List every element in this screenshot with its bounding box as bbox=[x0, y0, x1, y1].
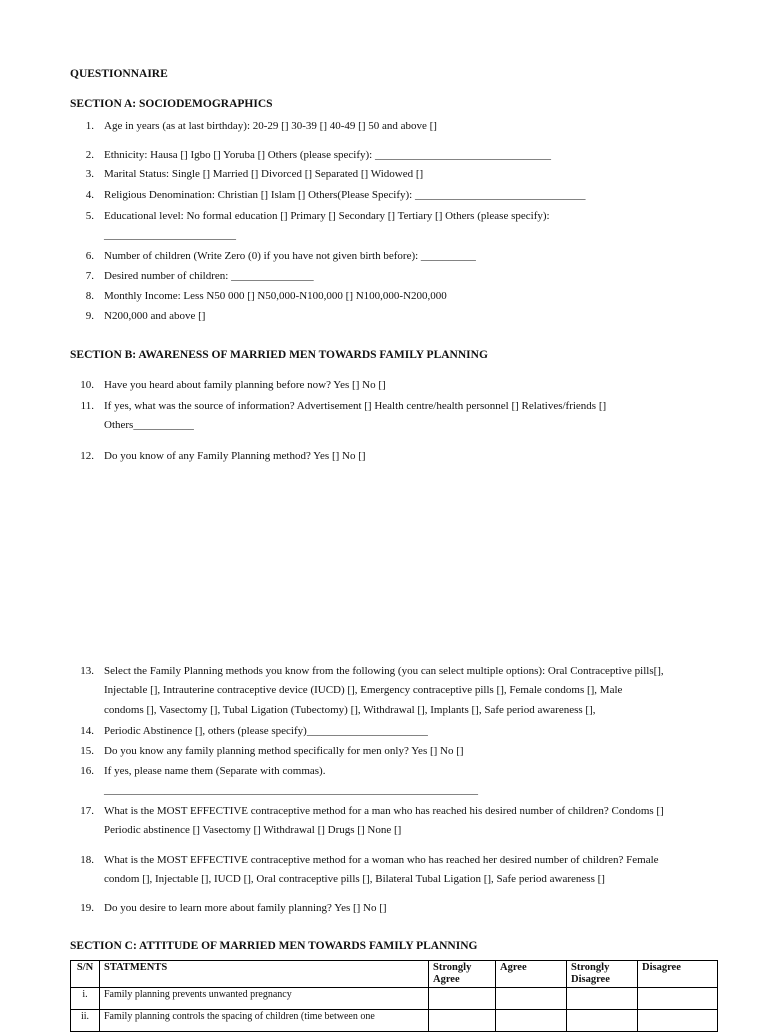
table-row bbox=[71, 988, 718, 1010]
question-11-others: Others___________ bbox=[104, 419, 194, 431]
col-strongly-disagree: Strongly Disagree bbox=[567, 961, 638, 988]
page-title: QUESTIONNAIRE bbox=[70, 68, 168, 80]
row-statement: Family planning controls the spacing of children (time between one bbox=[100, 1010, 429, 1032]
question-17-line-2: Periodic abstinence [] Vasectomy [] Withdrawal [] Drugs [] None [] bbox=[104, 824, 402, 836]
table-header-row bbox=[71, 961, 718, 988]
question-13-line-2: Injectable [], Intrauterine contraceptive device (IUCD) [], Emergency contraceptive pills [], Female condoms [], Male bbox=[104, 684, 623, 696]
col-statements: STATMENTS bbox=[100, 961, 429, 988]
row-sn: i. bbox=[71, 988, 100, 1010]
strongly-agree-cell[interactable] bbox=[429, 1010, 496, 1032]
strongly-agree-cell[interactable] bbox=[429, 988, 496, 1010]
row-sn: ii. bbox=[71, 1010, 100, 1032]
question-13-line-3: condoms [], Vasectomy [], Tubal Ligation (Tubectomy) [], Withdrawal [], Implants [], Safe period awareness [], bbox=[104, 704, 596, 716]
col-disagree: Disagree bbox=[638, 961, 718, 988]
attitude-table bbox=[70, 960, 718, 1032]
row-statement: Family planning prevents unwanted pregnancy bbox=[100, 988, 429, 1010]
disagree-cell[interactable] bbox=[638, 1010, 718, 1032]
questionnaire-page: QUESTIONNAIRE SECTION A: SOCIODEMOGRAPHICS 1. Age in years (as at last birthday): 20-29 [] 30-39 [] 40-49 [] 50 and above [] 2. Ethnicity: Hausa [] Igbo [] Yoruba [] Others (please specify): ________________________________ 3. Marital Status: Single [] Married [] Divorced [] Separated [] Widowed [] 4. Religious Denomination: Christian [] Islam [] Others(Please Specify): _______________________________ 5. Educational level: No formal education [] Primary [] Secondary [] Tertiary [] Others (please specify): ________________________ 6. Number of children (Write Zero (0) if you have not given birth before): __________ 7. Desired number of children: _______________ 8. Monthly Income: Less N50 000 [] N50,000-N100,000 [] N100,000-N200,000 9. N200,000 and above [] SECTION B: AWARENESS OF MARRIED MEN TOWARDS FAMILY PLANNING 10. Have you heard about family planning before now? Yes [] No [] 11. If yes, what was the source of information? Advertisement [] Health centre/health personnel [] Relatives/friends [] Others___________ 12. Do you know of any Family Planning method? Yes [] No [] 13. Select the Family Planning methods you know from the following (you can select multiple options): Oral Contraceptive pills[], Injectable [], Intrauterine contraceptive device (IUCD) [], Emergency contraceptive pills [], Female condoms [], Male condoms [], Vasectomy [], Tubal Ligation (Tubectomy) [], Withdrawal [], Implants [], Safe period awareness [], 14. Periodic Abstinence [], others (please specify)______________________ 15. Do you know any family planning method specifically for men only? Yes [] No [] 16. If yes, please name them (Separate with commas). ____________________________________________________________________ 17. What is the MOST EFFECTIVE contraceptive method for a man who has reached his desired number of children? Condoms [] Periodic abstinence [] Vasectomy [] Withdrawal [] Drugs [] None [] 18. What is the MOST EFFECTIVE contraceptive method for a woman who has reached her desired number of children? Female condom [], Injectable [], IUCD [], Oral contraceptive pills [], Bilateral Tubal Ligation [], Safe period awareness [] 19. Do you desire to learn more about family planning? Yes [] No [] SECTION C: ATTITUDE OF MARRIED MEN TOWARDS FAMILY PLANNING S/N STATMENTS Strongly Agree Agree Strongly Disagree Disagree i. Family planning prevents unwanted pregnancy ii. Family planning controls the spacing of children (time between one bbox=[0, 0, 768, 1024]
section-b-heading: SECTION B: AWARENESS OF MARRIED MEN TOWARDS FAMILY PLANNING bbox=[70, 349, 488, 361]
col-strongly-agree: Strongly Agree bbox=[429, 961, 496, 988]
question-5-blank: ________________________ bbox=[104, 229, 236, 241]
section-c-heading: SECTION C: ATTITUDE OF MARRIED MEN TOWARDS FAMILY PLANNING bbox=[70, 940, 478, 952]
disagree-cell[interactable] bbox=[638, 988, 718, 1010]
strongly-disagree-cell[interactable] bbox=[567, 1010, 638, 1032]
strongly-disagree-cell[interactable] bbox=[567, 988, 638, 1010]
table-row bbox=[71, 1010, 718, 1032]
agree-cell[interactable] bbox=[496, 988, 567, 1010]
col-sn: S/N bbox=[71, 961, 100, 988]
question-16-blank: ____________________________________________________________________ bbox=[104, 784, 478, 796]
question-18-line-2: condom [], Injectable [], IUCD [], Oral contraceptive pills [], Bilateral Tubal Ligation [], Safe period awareness [] bbox=[104, 873, 605, 885]
col-agree: Agree bbox=[496, 961, 567, 988]
section-a-heading: SECTION A: SOCIODEMOGRAPHICS bbox=[70, 98, 273, 110]
agree-cell[interactable] bbox=[496, 1010, 567, 1032]
